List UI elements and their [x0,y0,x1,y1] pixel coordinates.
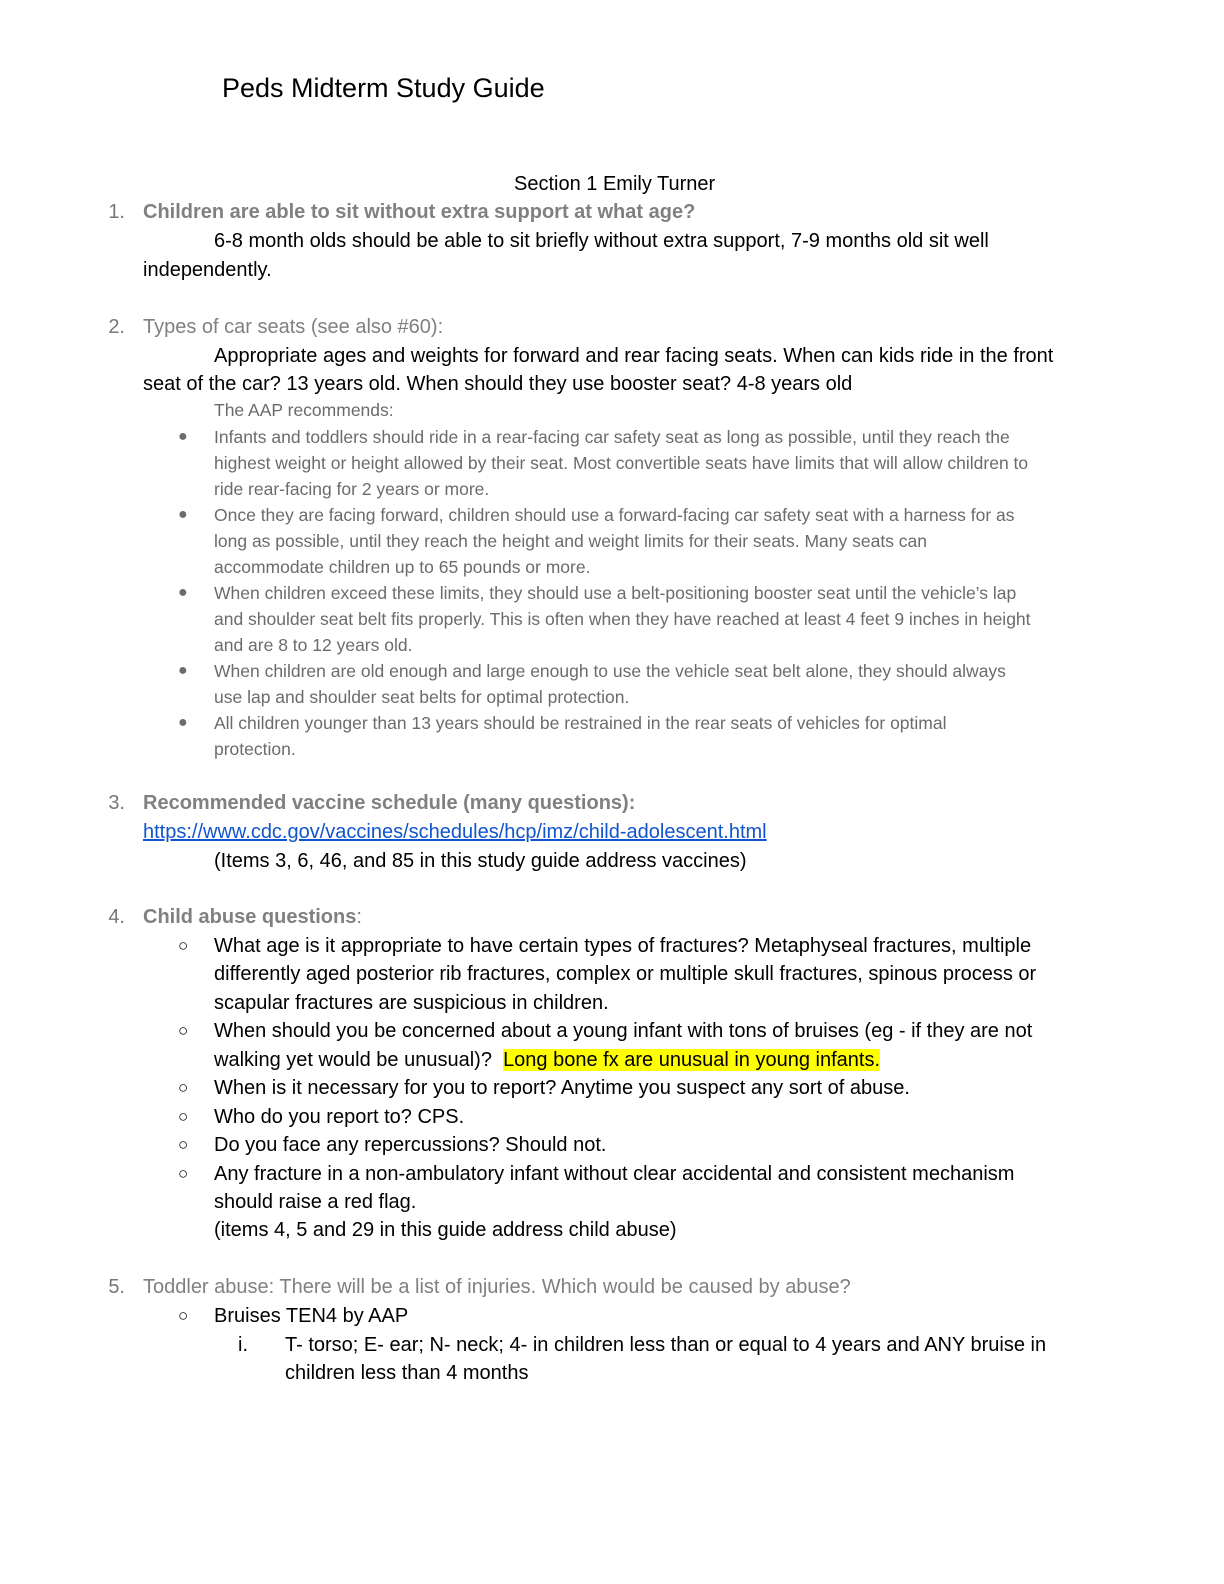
aap-bullet-3-line1: When children exceed these limits, they should use a belt-positioning booster seat until the vehicle’s lap [214,583,1017,603]
q3-note: (Items 3, 6, 46, and 85 in this study guide address vaccines) [214,850,747,872]
aap-bullet-1-line3: ride rear-facing for 2 years or more. [214,479,490,499]
q5-sub1-i-line2: children less than 4 months [285,1362,529,1384]
aap-bullet-2-line2: long as possible, until they reach the height and weight limits for their seats. Many seats can [214,531,928,551]
bullet-icon: ● [178,506,188,523]
q4-number: 4. [108,906,125,928]
q4-item6-line1: Any fracture in a non-ambulatory infant without clear accidental and consistent mechanism [214,1163,1015,1185]
q5-question: Toddler abuse: There will be a list of injuries. Which would be caused by abuse? [143,1276,851,1298]
q1-number: 1. [108,201,125,223]
q3-question: Recommended vaccine schedule (many questions): [143,792,636,814]
q5-number: 5. [108,1276,125,1298]
aap-bullet-5-line2: protection. [214,739,296,759]
q3-number: 3. [108,792,125,814]
aap-intro: The AAP recommends: [214,400,394,420]
circle-bullet-icon: ○ [178,1021,189,1040]
aap-bullet-1-line2: highest weight or height allowed by their seat. Most convertible seats have limits that will allow children to [214,453,1029,473]
circle-bullet-icon: ○ [178,1306,189,1325]
circle-bullet-icon: ○ [178,1135,189,1154]
q2-answer-line1: Appropriate ages and weights for forward and rear facing seats. When can kids ride in the front [214,345,1054,367]
aap-bullet-2-line1: Once they are facing forward, children should use a forward-facing car safety seat with a harness for as [214,505,1015,525]
page-title: Peds Midterm Study Guide [222,73,545,103]
aap-bullet-3-line2: and shoulder seat belt fits properly. This is often when they have reached at least 4 feet 9 inches in height [214,609,1031,629]
roman-numeral: i. [238,1334,248,1356]
highlighted-text: Long bone fx are unusual in young infants. [503,1049,881,1071]
q4-question-colon: : [356,906,362,928]
aap-bullet-4-line2: use lap and shoulder seat belts for optimal protection. [214,687,630,707]
aap-bullet-4-line1: When children are old enough and large enough to use the vehicle seat belt alone, they should always [214,661,1006,681]
circle-bullet-icon: ○ [178,1107,189,1126]
circle-bullet-icon: ○ [178,1164,189,1183]
q4-item5: Do you face any repercussions? Should not. [214,1134,607,1156]
cdc-vaccine-link-wrap [143,818,767,846]
q1-question: Children are able to sit without extra support at what age? [143,201,696,223]
q1-answer-line2: independently. [143,259,272,281]
q4-item2-line1: When should you be concerned about a young infant with tons of bruises (eg - if they are not [214,1020,1033,1042]
q4-note: (items 4, 5 and 29 in this guide address child abuse) [214,1219,677,1241]
q2-number: 2. [108,316,125,338]
q4-question: Child abuse questions [143,906,357,928]
aap-bullet-2-line3: accommodate children up to 65 pounds or more. [214,557,591,577]
q2-question: Types of car seats (see also #60): [143,316,444,338]
aap-bullet-5-line1: All children younger than 13 years should be restrained in the rear seats of vehicles for optimal [214,713,947,733]
bullet-icon: ● [178,428,188,445]
aap-bullet-1-line1: Infants and toddlers should ride in a rear-facing car safety seat as long as possible, until they reach the [214,427,1010,447]
q4-item1-line1: What age is it appropriate to have certain types of fractures? Metaphyseal fractures, multiple [214,935,1032,957]
q4-item2-line2-text: walking yet would be unusual)? [214,1049,504,1071]
aap-bullet-3-line3: and are 8 to 12 years old. [214,635,413,655]
q4-item6-line2: should raise a red flag. [214,1191,417,1213]
q4-item3: When is it necessary for you to report? Anytime you suspect any sort of abuse. [214,1077,910,1099]
circle-bullet-icon: ○ [178,936,189,955]
q4-question-wrap [143,903,362,931]
q5-sub1: Bruises TEN4 by AAP [214,1305,409,1327]
circle-bullet-icon: ○ [178,1078,189,1097]
q1-answer-line1: 6-8 month olds should be able to sit briefly without extra support, 7-9 months old sit well [214,230,989,252]
q4-item1-line2: differently aged posterior rib fractures, complex or multiple skull fractures, spinous process or [214,963,1037,985]
bullet-icon: ● [178,714,188,731]
q5-sub1-i-line1: T- torso; E- ear; N- neck; 4- in children less than or equal to 4 years and ANY bruise in [285,1334,1047,1356]
bullet-icon: ● [178,584,188,601]
q4-item2-line2 [214,1046,880,1074]
bullet-icon: ● [178,662,188,679]
q2-answer-line2: seat of the car? 13 years old. When should they use booster seat? 4-8 years old [143,373,853,395]
q4-item1-line3: scapular fractures are suspicious in children. [214,992,609,1014]
section-header: Section 1 Emily Turner [514,173,716,195]
q4-item4: Who do you report to? CPS. [214,1106,465,1128]
cdc-vaccine-link[interactable]: https://www.cdc.gov/vaccines/schedules/hcp/imz/child-adolescent.html [143,821,767,843]
